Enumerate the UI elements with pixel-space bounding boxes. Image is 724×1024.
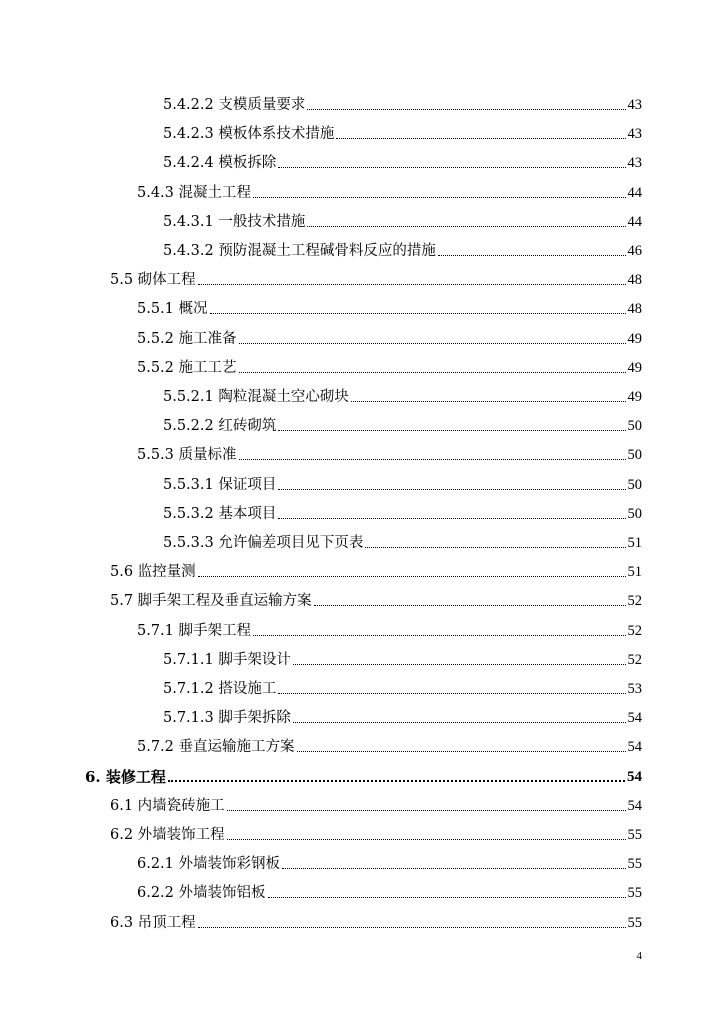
toc-entry[interactable] — [110, 267, 642, 289]
page-number: 4 — [636, 950, 642, 962]
toc-entry-label: 5.4.2.2 支模质量要求 — [163, 97, 306, 113]
toc-entry[interactable] — [163, 121, 642, 143]
toc-entry-label: 5.4.3 混凝土工程 — [137, 184, 252, 201]
toc-entry[interactable] — [163, 472, 642, 494]
toc-dot-leader — [297, 751, 626, 752]
toc-entry-label: 6.2 外墙装饰工程 — [110, 827, 225, 843]
toc-dot-leader — [239, 372, 626, 373]
toc-dot-leader — [438, 255, 626, 256]
toc-dot-leader — [278, 167, 625, 168]
toc-entry-label: 5.5.3.1 保证项目 — [163, 476, 277, 493]
toc-entry[interactable] — [137, 355, 642, 377]
toc-entry-page: 51 — [627, 564, 642, 581]
toc-entry[interactable] — [110, 588, 642, 610]
toc-entry-page: 46 — [627, 243, 642, 259]
toc-entry-page: 44 — [627, 213, 642, 230]
toc-dot-leader — [336, 138, 625, 139]
toc-entry-page: 50 — [627, 418, 642, 435]
toc-entry-page: 55 — [627, 827, 642, 843]
toc-dot-leader — [278, 518, 625, 519]
toc-entry-label: 5.5.3.2 基本项目 — [163, 505, 277, 522]
toc-entry-label: 6. 装修工程 — [85, 767, 166, 786]
toc-entry-page: 50 — [627, 505, 642, 522]
toc-entry[interactable] — [163, 92, 642, 114]
toc-entry[interactable] — [163, 384, 642, 406]
toc-dot-leader — [210, 313, 626, 314]
toc-entry-label: 5.4.3.2 预防混凝土工程碱骨料反应的措施 — [163, 243, 436, 259]
toc-entry-label: 5.7.1.3 脚手架拆除 — [163, 710, 291, 727]
toc-entry-label: 5.5.2.1 陶粒混凝土空心砌块 — [163, 389, 349, 405]
toc-entry-label: 5.7.2 垂直运输施工方案 — [137, 739, 295, 756]
toc-entry-label: 5.5.1 概况 — [137, 301, 208, 318]
toc-entry[interactable] — [137, 880, 642, 902]
toc-dot-leader — [253, 197, 625, 198]
toc-entry-page: 53 — [627, 681, 642, 697]
toc-entry[interactable] — [137, 618, 642, 640]
toc-entry[interactable] — [137, 442, 642, 464]
toc-entry[interactable] — [163, 530, 642, 552]
toc-entry-label: 5.4.3.1 一般技术措施 — [163, 213, 306, 230]
toc-entry-page: 54 — [627, 739, 642, 756]
toc-entry-label: 6.2.2 外墙装饰铝板 — [137, 885, 266, 902]
toc-dot-leader — [293, 722, 626, 723]
toc-entry[interactable] — [110, 793, 642, 815]
toc-entry-page: 54 — [627, 710, 642, 727]
toc-entry-page: 43 — [627, 155, 642, 172]
toc-entry-page: 49 — [627, 359, 642, 376]
toc-entry-page: 52 — [627, 622, 642, 639]
toc-dot-leader — [278, 693, 625, 694]
toc-entry-label: 5.7 脚手架工程及垂直运输方案 — [110, 593, 312, 610]
toc-entry-page: 50 — [627, 476, 642, 493]
toc-entry-label: 5.4.2.4 模板拆除 — [163, 155, 277, 172]
toc-dot-leader — [239, 343, 626, 344]
toc-entry[interactable] — [163, 501, 642, 523]
toc-entry-page: 44 — [627, 184, 642, 201]
toc-dot-leader — [239, 459, 626, 460]
toc-entry-page: 43 — [627, 126, 642, 143]
toc-entry-page: 49 — [627, 330, 642, 347]
toc-entry[interactable] — [163, 209, 642, 231]
toc-dot-leader — [268, 897, 626, 898]
toc-entry[interactable] — [137, 734, 642, 756]
toc-entry-label: 5.4.2.3 模板体系技术措施 — [163, 126, 335, 143]
toc-entry-label: 5.5.2 施工工艺 — [137, 359, 237, 376]
toc-entry-label: 5.5 砌体工程 — [110, 272, 196, 289]
toc-entry-label: 5.5.2.2 红砖砌筑 — [163, 418, 277, 435]
toc-dot-leader — [314, 605, 626, 606]
toc-entry[interactable] — [137, 296, 642, 318]
toc-entry-label: 5.7.1.2 搭设施工 — [163, 681, 277, 697]
toc-dot-leader — [351, 401, 626, 402]
toc-entry-page: 55 — [627, 914, 642, 931]
toc-entry-label: 5.5.2 施工准备 — [137, 330, 237, 347]
toc-entry-label: 5.5.3.3 允许偏差项目见下页表 — [163, 535, 364, 551]
toc-entry-page: 43 — [627, 97, 642, 113]
toc-entry[interactable] — [137, 180, 642, 202]
toc-entry-label: 6.1 内墙瓷砖施工 — [110, 797, 225, 814]
toc-entry-label: 5.5.3 质量标准 — [137, 447, 237, 464]
toc-entry-page: 48 — [627, 272, 642, 289]
toc-entry-page: 52 — [627, 651, 642, 668]
toc-entry-page: 54 — [627, 797, 642, 814]
toc-entry-page: 48 — [627, 301, 642, 318]
toc-entry-label: 5.7.1 脚手架工程 — [137, 622, 252, 639]
toc-entry[interactable] — [163, 238, 642, 260]
toc-dot-leader — [198, 927, 626, 928]
toc-dot-leader — [307, 226, 625, 227]
toc-dot-leader — [282, 868, 625, 869]
toc-entry-page: 51 — [627, 535, 642, 551]
toc-entry-page: 52 — [627, 593, 642, 610]
toc-entry[interactable] — [163, 705, 642, 727]
toc-dot-leader — [168, 780, 625, 782]
toc-entry-page: 55 — [627, 856, 642, 873]
toc-entry[interactable] — [137, 326, 642, 348]
toc-entry[interactable] — [137, 851, 642, 873]
toc-dot-leader — [365, 547, 625, 548]
toc-entry[interactable] — [163, 150, 642, 172]
toc-entry-label: 5.7.1.1 脚手架设计 — [163, 651, 291, 668]
toc-entry-page: 50 — [627, 447, 642, 464]
toc-dot-leader — [293, 664, 626, 665]
toc-entry-page: 49 — [627, 389, 642, 405]
toc-dot-leader — [278, 489, 625, 490]
toc-entry[interactable] — [110, 910, 642, 932]
toc-entry-label: 5.6 监控量测 — [110, 564, 196, 581]
toc-dot-leader — [198, 576, 626, 577]
toc-dot-leader — [307, 109, 625, 110]
toc-entry[interactable] — [163, 647, 642, 669]
toc-entry[interactable] — [163, 413, 642, 435]
toc-entry[interactable] — [85, 764, 642, 786]
toc-entry-page: 55 — [627, 885, 642, 902]
toc-dot-leader — [278, 430, 625, 431]
toc-dot-leader — [227, 839, 626, 840]
toc-dot-leader — [227, 810, 626, 811]
toc-dot-leader — [253, 635, 625, 636]
toc-entry-label: 6.3 吊顶工程 — [110, 914, 196, 931]
toc-dot-leader — [198, 284, 626, 285]
toc-entry[interactable] — [110, 822, 642, 844]
toc-entry-page: 54 — [627, 768, 642, 785]
toc-entry[interactable] — [163, 676, 642, 698]
toc-entry-label: 6.2.1 外墙装饰彩钢板 — [137, 856, 281, 873]
toc-entry[interactable] — [110, 559, 642, 581]
